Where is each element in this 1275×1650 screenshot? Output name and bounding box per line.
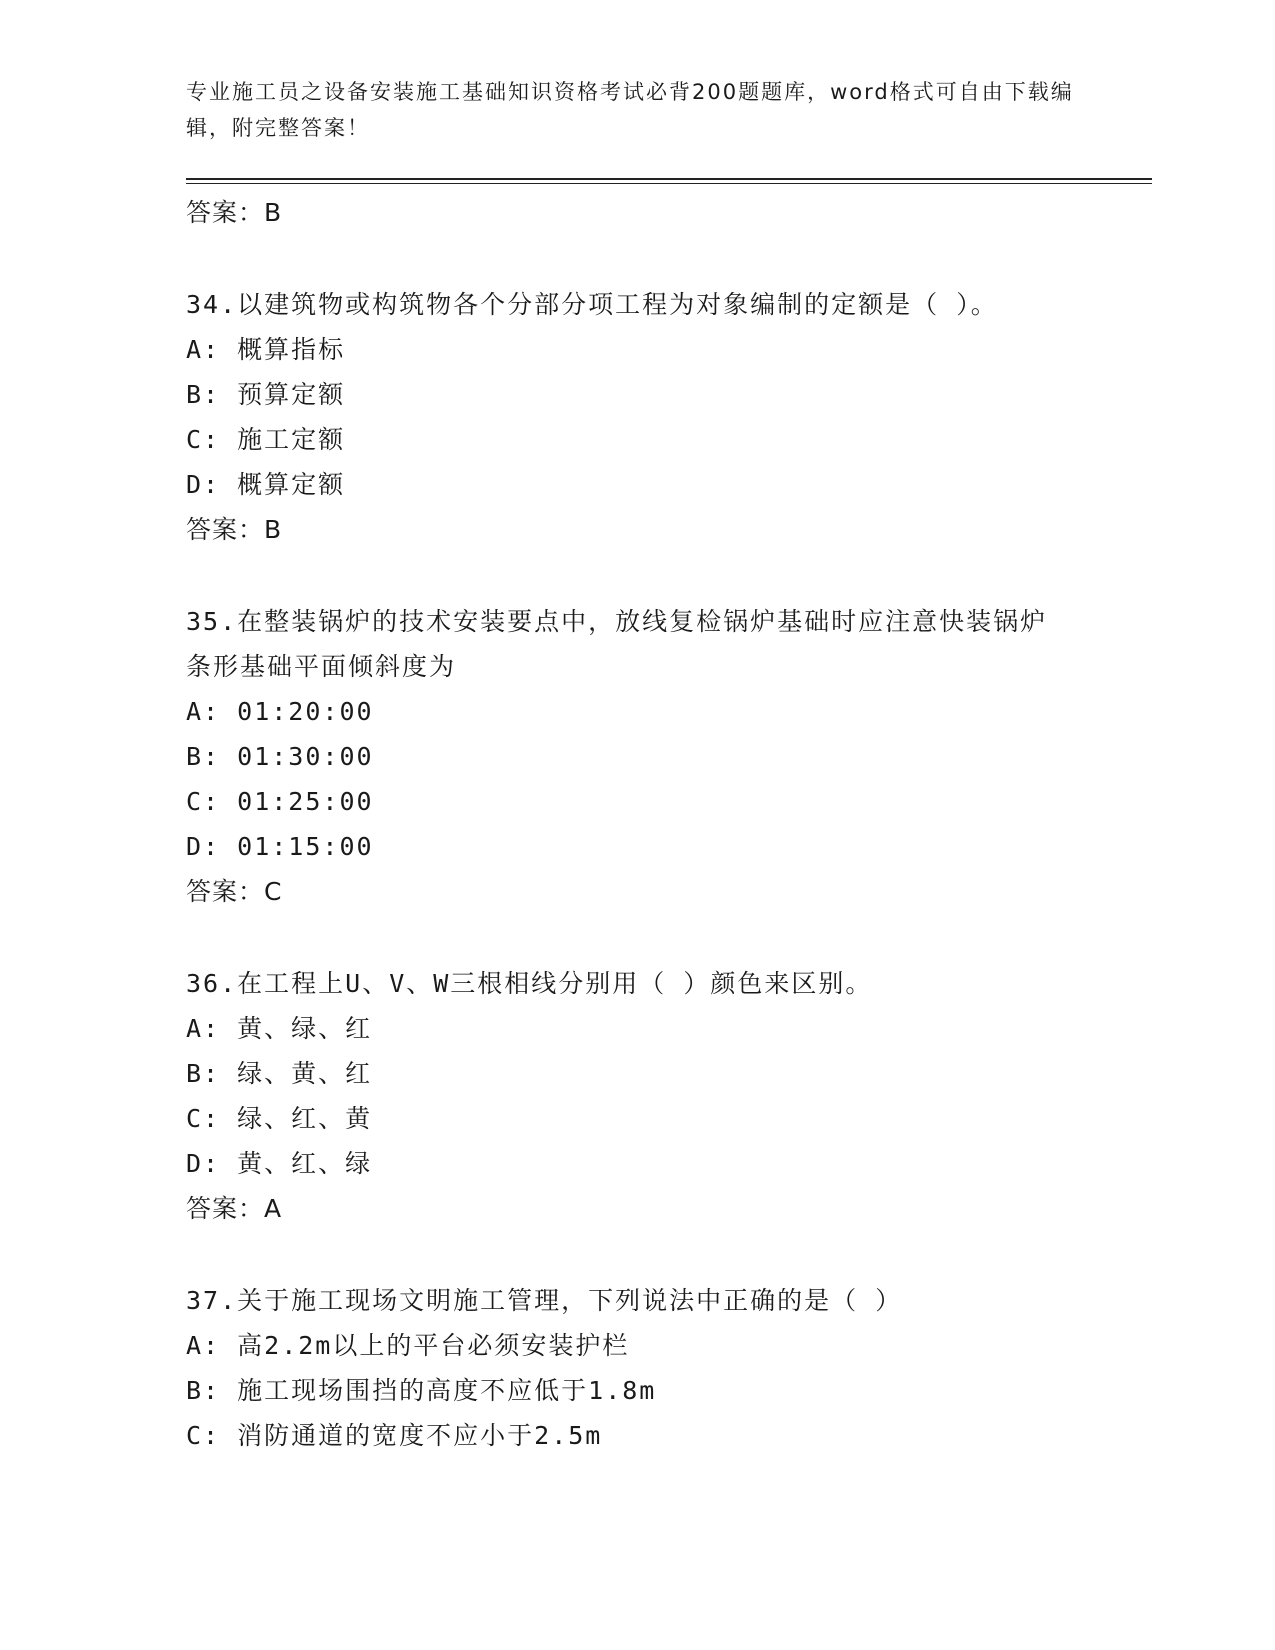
option-b: B: 绿、黄、红 [186,1059,373,1088]
option-a: A: 黄、绿、红 [186,1014,373,1043]
header-divider [186,178,1152,180]
answer-line: 答案：B [186,515,283,544]
question-block [186,961,1152,1231]
option-b: B: 施工现场围挡的高度不应低于1.8m [186,1376,657,1405]
question-block [186,1278,1152,1458]
answer-line: 答案：B [186,198,283,227]
option-b: B: 预算定额 [186,380,346,409]
answer-line: 答案：A [186,1194,283,1223]
answer-line: 答案：C [186,877,283,906]
question-stem: 35.在整装锅炉的技术安装要点中，放线复检锅炉基础时应注意快装锅炉条形基础平面倾斜度为 [186,607,1048,681]
option-d: D: 概算定额 [186,470,346,499]
question-stem: 36.在工程上U、V、W三根相线分别用（ ）颜色来区别。 [186,969,873,998]
question-list [186,190,1152,1458]
page-header: 专业施工员之设备安装施工基础知识资格考试必背200题题库，word格式可自由下载编辑，附完整答案！ [186,80,1074,140]
option-c: C: 01:25:00 [186,787,374,816]
question-stem: 34.以建筑物或构筑物各个分部分项工程为对象编制的定额是（ ）。 [186,290,998,319]
header-divider-thin [186,183,1152,184]
option-a: A: 概算指标 [186,335,346,364]
option-d: D: 黄、红、绿 [186,1149,373,1178]
question-block [186,599,1152,914]
option-b: B: 01:30:00 [186,742,374,771]
option-a: A: 01:20:00 [186,697,374,726]
option-c: C: 消防通道的宽度不应小于2.5m [186,1421,603,1450]
option-d: D: 01:15:00 [186,832,374,861]
question-block [186,282,1152,552]
option-c: C: 绿、红、黄 [186,1104,373,1133]
question-stem: 37.关于施工现场文明施工管理，下列说法中正确的是（ ） [186,1286,903,1315]
option-a: A: 高2.2m以上的平台必须安装护栏 [186,1331,630,1360]
option-c: C: 施工定额 [186,425,346,454]
